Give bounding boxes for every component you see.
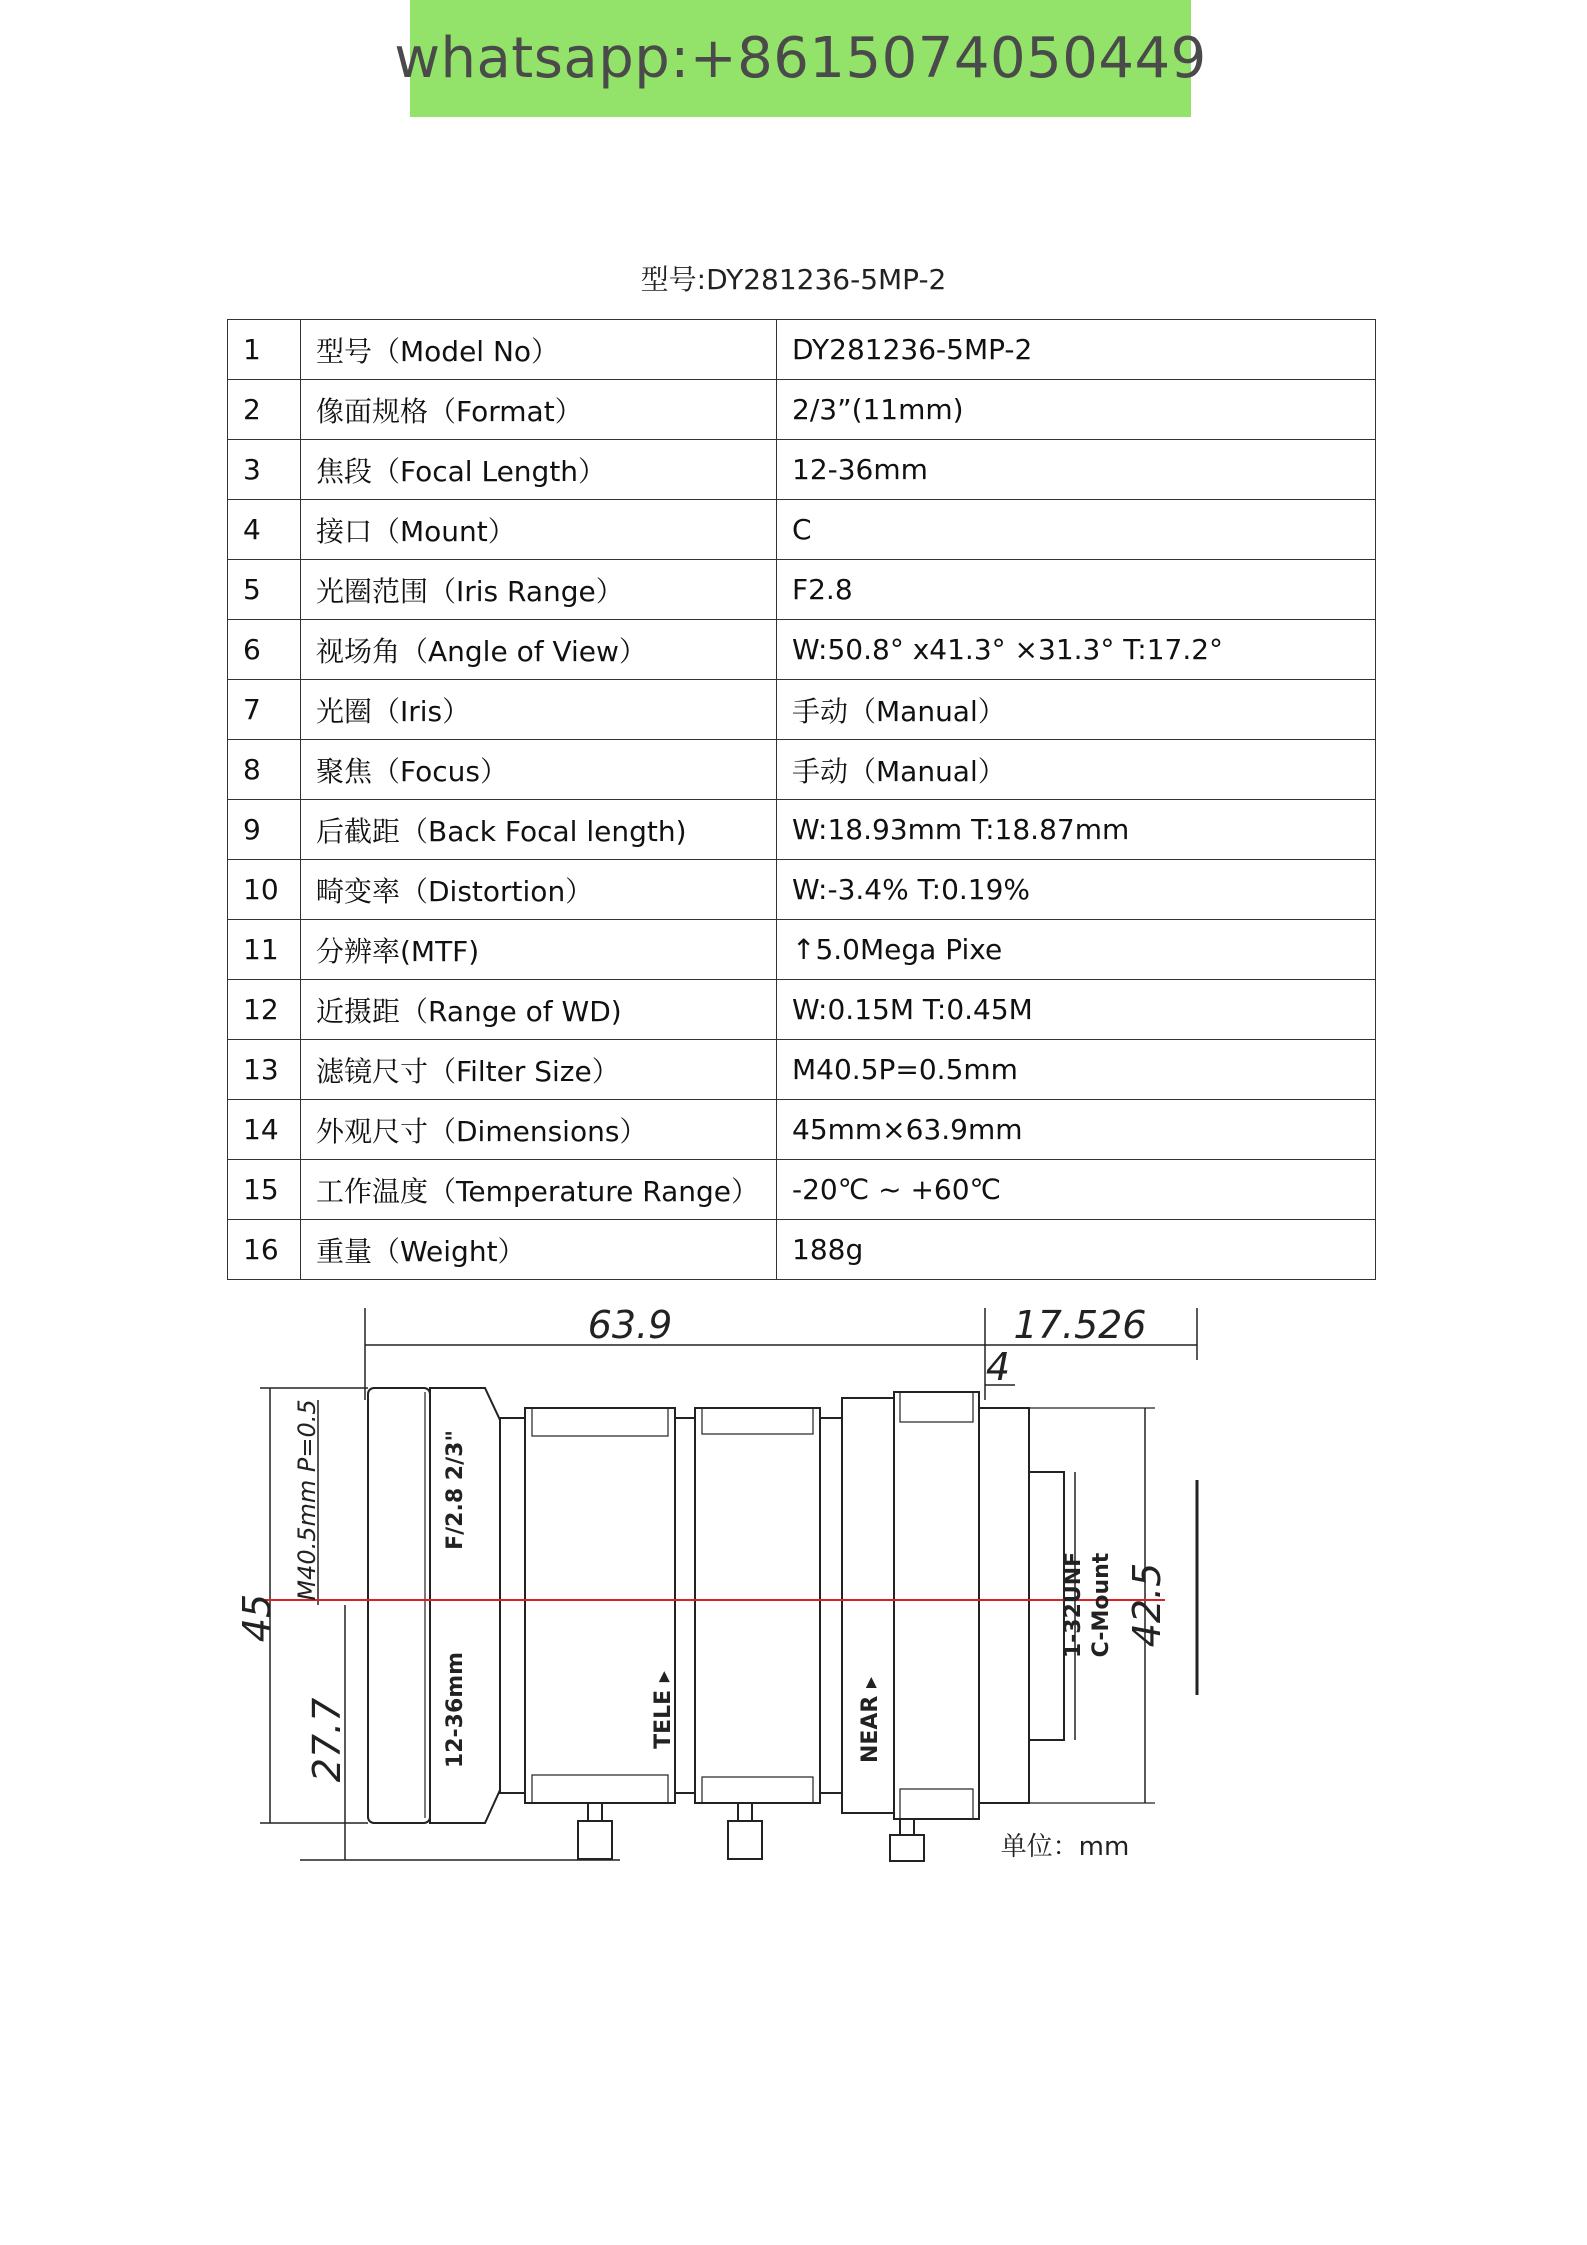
unit-label: 单位：mm [1000, 1832, 1130, 1862]
dim-text-flange: 4 [985, 1345, 1011, 1389]
spec-row-parameter: 聚焦（Focus） [301, 740, 777, 800]
dim-text-length: 63.9 [587, 1303, 673, 1347]
spec-row-number: 4 [228, 500, 301, 560]
tele-label: TELE ▸ [651, 1671, 676, 1749]
spec-row [228, 740, 1376, 800]
spec-row-number: 6 [228, 620, 301, 680]
spec-row-number: 16 [228, 1220, 301, 1280]
spec-row-number: 7 [228, 680, 301, 740]
spec-row-number: 11 [228, 920, 301, 980]
spec-row-number: 10 [228, 860, 301, 920]
spec-row-value: 188g [777, 1220, 1376, 1280]
spec-row-parameter: 焦段（Focal Length） [301, 440, 777, 500]
spec-row-parameter: 滤镜尺寸（Filter Size） [301, 1040, 777, 1100]
spec-row [228, 560, 1376, 620]
iris-ring-knurl-bottom [702, 1777, 813, 1803]
spec-row [228, 860, 1376, 920]
focus-knob [890, 1835, 924, 1861]
spec-table-body [228, 320, 1376, 1280]
spec-row-number: 9 [228, 800, 301, 860]
spec-row [228, 980, 1376, 1040]
spec-row [228, 1220, 1376, 1280]
spec-row-parameter: 像面规格（Format） [301, 380, 777, 440]
spec-row-value: 2/3”(11mm) [777, 380, 1376, 440]
dim-text-half-height: 27.7 [305, 1697, 349, 1783]
collar-1 [500, 1418, 525, 1793]
spec-row [228, 320, 1376, 380]
spec-row [228, 440, 1376, 500]
spec-row-number: 15 [228, 1160, 301, 1220]
rear-body [979, 1408, 1029, 1803]
focus-ring [894, 1392, 979, 1819]
iris-knob [728, 1821, 762, 1859]
barrel-label-bottom: 12-36mm [443, 1651, 468, 1769]
spec-row-value: 12-36mm [777, 440, 1376, 500]
spec-row-value: W:-3.4% T:0.19% [777, 860, 1376, 920]
spec-row-number: 13 [228, 1040, 301, 1100]
spec-row-parameter: 近摄距（Range of WD) [301, 980, 777, 1040]
dim-text-back-focal: 17.526 [1013, 1303, 1147, 1347]
spec-row [228, 620, 1376, 680]
spec-row-value: W:50.8° x41.3° ×31.3° T:17.2° [777, 620, 1376, 680]
document-title: 型号:DY281236-5MP-2 [640, 263, 947, 296]
spec-row-value: 45mm×63.9mm [777, 1100, 1376, 1160]
mount-label-type: C-Mount [1089, 1552, 1114, 1658]
spec-row-value: DY281236-5MP-2 [777, 320, 1376, 380]
barrel-label-top: F/2.8 2/3" [443, 1430, 468, 1550]
spec-row-value: 手动（Manual） [777, 680, 1376, 740]
spec-row-parameter: 畸变率（Distortion） [301, 860, 777, 920]
spec-row-parameter: 重量（Weight） [301, 1220, 777, 1280]
spec-row-parameter: 接口（Mount） [301, 500, 777, 560]
spec-row-value: C [777, 500, 1376, 560]
spec-row [228, 920, 1376, 980]
dim-text-diameter: 45 [235, 1593, 279, 1643]
collar-3 [820, 1418, 842, 1793]
thread-label: M40.5mm P=0.5 [293, 1399, 321, 1601]
focus-ring-knurl-top [900, 1392, 973, 1422]
lens-dimension-drawing [235, 1300, 1230, 1880]
focus-ring-knurl-bottom [900, 1789, 973, 1819]
spec-row-number: 14 [228, 1100, 301, 1160]
spec-row-number: 2 [228, 380, 301, 440]
contact-banner-text: whatsapp:+8615074050449 [394, 26, 1207, 91]
spec-row-number: 3 [228, 440, 301, 500]
contact-banner [394, 0, 1207, 117]
spec-row [228, 500, 1376, 560]
zoom-ring-knurl-bottom [532, 1775, 668, 1803]
spec-row-value: -20℃ ~ +60℃ [777, 1160, 1376, 1220]
spec-row-parameter: 视场角（Angle of View） [301, 620, 777, 680]
spec-row-number: 1 [228, 320, 301, 380]
iris-ring-knurl-top [702, 1408, 813, 1434]
dim-text-mount-dia: 42.5 [1125, 1562, 1169, 1648]
spec-row [228, 1040, 1376, 1100]
spec-row [228, 1100, 1376, 1160]
spec-row-parameter: 分辨率(MTF) [301, 920, 777, 980]
c-mount-thread [1029, 1472, 1064, 1740]
collar-2 [675, 1418, 695, 1793]
zoom-knob [578, 1821, 612, 1859]
zoom-knob-stem [588, 1803, 602, 1821]
spec-row-value: F2.8 [777, 560, 1376, 620]
near-label: NEAR ▸ [858, 1676, 883, 1764]
spec-row-number: 12 [228, 980, 301, 1040]
front-barrel [368, 1388, 430, 1823]
spec-row-number: 8 [228, 740, 301, 800]
focus-knob-stem [900, 1819, 914, 1835]
spec-row-parameter: 型号（Model No） [301, 320, 777, 380]
spec-row-parameter: 后截距（Back Focal length) [301, 800, 777, 860]
spec-row-value: 手动（Manual） [777, 740, 1376, 800]
spec-row-value: M40.5P=0.5mm [777, 1040, 1376, 1100]
spec-row [228, 1160, 1376, 1220]
spec-row-parameter: 工作温度（Temperature Range） [301, 1160, 777, 1220]
zoom-ring-knurl-top [532, 1408, 668, 1436]
spec-row-parameter: 外观尺寸（Dimensions） [301, 1100, 777, 1160]
spec-row [228, 680, 1376, 740]
spec-table [227, 319, 1376, 1280]
spec-row-parameter: 光圈（Iris） [301, 680, 777, 740]
spec-row-number: 5 [228, 560, 301, 620]
spec-row-value: W:18.93mm T:18.87mm [777, 800, 1376, 860]
spec-row [228, 380, 1376, 440]
spec-row-value: W:0.15M T:0.45M [777, 980, 1376, 1040]
iris-knob-stem [738, 1803, 752, 1821]
spec-row-value: ↑5.0Mega Pixe [777, 920, 1376, 980]
spec-row [228, 800, 1376, 860]
spec-row-parameter: 光圈范围（Iris Range） [301, 560, 777, 620]
iris-ring [695, 1408, 820, 1803]
mount-label-thread: 1-32UNF [1061, 1551, 1086, 1659]
